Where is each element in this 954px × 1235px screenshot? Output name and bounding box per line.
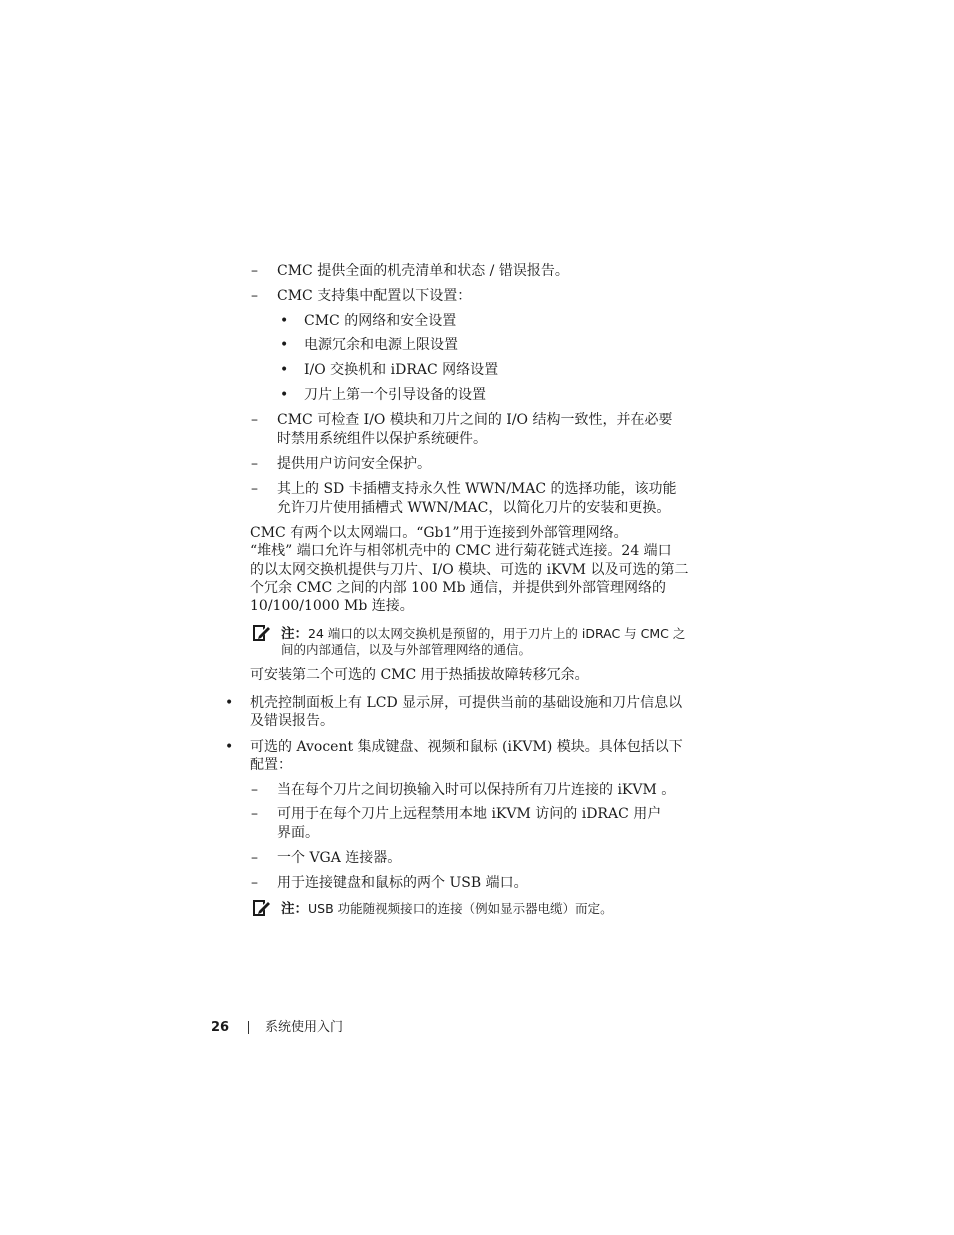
dash-bullet: – [251,806,258,822]
dot-bullet: • [280,337,289,353]
list-item: 用于连接键盘和鼠标的两个 USB 端口。 [277,875,528,891]
dash-bullet: – [251,782,258,798]
paragraph-line: “堆栈” 端口允许与相邻机壳中的 CMC 进行菊花链式连接。24 端口 [250,543,672,559]
list-item-line: 时禁用系统组件以保护系统硬件。 [277,431,487,447]
list-item: I/O 交换机和 iDRAC 网络设置 [304,362,499,378]
dash-bullet: – [251,263,258,279]
paragraph-line: CMC 有两个以太网端口。“Gb1”用于连接到外部管理网络。 [250,525,628,541]
paragraph-line: 的以太网交换机提供与刀片、I/O 模块、可选的 iKVM 以及可选的第二 [250,562,689,578]
dash-bullet: – [251,456,258,472]
footer-title: 系统使用入门 [265,1020,344,1035]
note-text-line [281,900,613,918]
list-item-line: 界面。 [277,825,319,841]
dot-bullet: • [225,739,234,755]
pencil-note-icon [250,898,272,918]
paragraph-line: 个冗余 CMC 之间的内部 100 Mb 通信，并提供到外部管理网络的 [250,580,667,596]
dot-bullet: • [280,313,289,329]
note-label: 注： [281,626,308,642]
note-text: 24 端口的以太网交换机是预留的，用于刀片上的 iDRAC 与 CMC 之 [308,626,686,641]
list-item: 当在每个刀片之间切换输入时可以保持所有刀片连接的 iKVM 。 [277,782,676,798]
dash-bullet: – [251,875,258,891]
note-text-line: 间的内部通信，以及与外部管理网络的通信。 [281,642,532,657]
list-item: CMC 提供全面的机壳清单和状态 / 错误报告。 [277,263,569,279]
pencil-note-icon [250,623,272,643]
dash-bullet: – [251,288,258,304]
note-label: 注： [281,901,308,917]
page-number: 26 [211,1020,230,1035]
list-item-line: 其上的 SD 卡插槽支持永久性 WWN/MAC 的选择功能，该功能 [277,481,677,497]
list-item-line: 及错误报告。 [250,713,334,729]
list-item: 一个 VGA 连接器。 [277,850,402,866]
dot-bullet: • [280,387,289,403]
list-item-line: 机壳控制面板上有 LCD 显示屏，可提供当前的基础设施和刀片信息以 [250,695,683,711]
footer-separator [248,1021,249,1034]
list-item: 电源冗余和电源上限设置 [304,337,458,353]
list-item-line: 配置： [250,757,292,773]
dot-bullet: • [225,695,234,711]
list-item-line: 允许刀片使用插槽式 WWN/MAC，以简化刀片的安装和更换。 [277,500,671,516]
paragraph: 可安装第二个可选的 CMC 用于热插拔故障转移冗余。 [250,667,589,683]
list-item: CMC 的网络和安全设置 [304,313,457,329]
note-text: USB 功能随视频接口的连接（例如显示器电缆）而定。 [308,901,613,916]
list-item: 提供用户访问安全保护。 [277,456,431,472]
list-item: CMC 支持集中配置以下设置： [277,288,472,304]
list-item-line: 可用于在每个刀片上远程禁用本地 iKVM 访问的 iDRAC 用户 [277,806,662,822]
dash-bullet: – [251,850,258,866]
dot-bullet: • [280,362,289,378]
list-item: 刀片上第一个引导设备的设置 [304,387,486,403]
list-item-line: 可选的 Avocent 集成键盘、视频和鼠标 (iKVM) 模块。具体包括以下 [250,739,683,755]
dash-bullet: – [251,481,258,497]
paragraph-line: 10/100/1000 Mb 连接。 [250,598,414,614]
dash-bullet: – [251,412,258,428]
list-item-line: CMC 可检查 I/O 模块和刀片之间的 I/O 结构一致性，并在必要 [277,412,673,428]
